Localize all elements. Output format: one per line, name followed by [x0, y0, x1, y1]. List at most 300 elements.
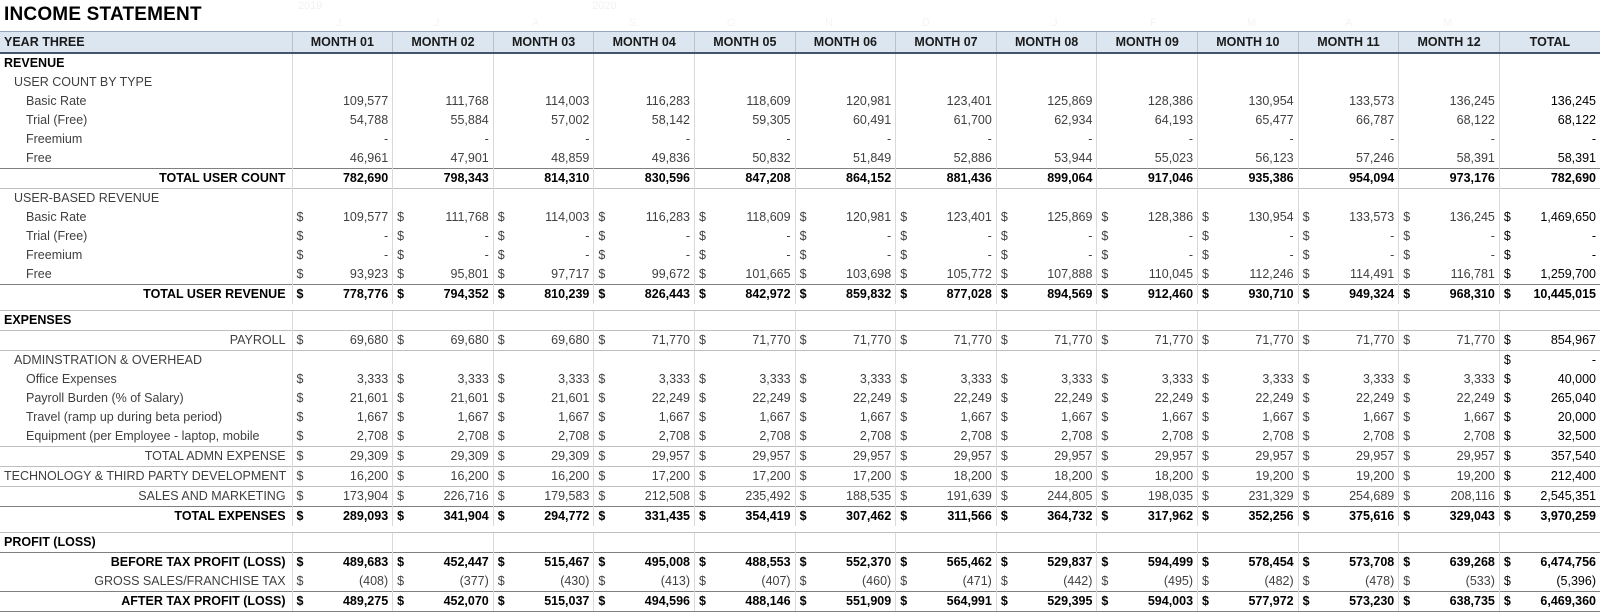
currency-symbol: $: [397, 429, 405, 443]
month-value-cell: [694, 285, 795, 305]
cell-value: 515,037: [544, 594, 590, 608]
empty-cell: [896, 351, 997, 371]
total-value-cell: 782,690: [1499, 169, 1600, 189]
cell-value: -: [1088, 248, 1093, 262]
admin-header-total-cell: [1499, 351, 1600, 371]
empty-cell: [1399, 311, 1500, 331]
month-value-cell: [795, 553, 896, 573]
empty-cell: [1198, 73, 1299, 92]
watermark-month-tick: J: [434, 17, 440, 29]
empty-cell: [393, 533, 494, 553]
currency-symbol: $: [1202, 469, 1209, 483]
income-statement-table: [0, 31, 1600, 612]
currency-symbol: $: [598, 391, 606, 405]
total-value-cell: [1499, 592, 1600, 612]
currency-symbol: $: [1503, 267, 1511, 281]
month-value-cell: 68,122: [1399, 111, 1500, 130]
currency-symbol: $: [900, 333, 908, 347]
cell-value: (442): [1063, 574, 1093, 588]
currency-symbol: $: [397, 333, 405, 347]
month-value-cell: [996, 227, 1097, 246]
month-value-cell: [292, 572, 393, 592]
month-value-cell: [795, 389, 896, 408]
currency-symbol: $: [698, 391, 706, 405]
currency-symbol: $: [900, 509, 908, 523]
currency-symbol: $: [799, 267, 807, 281]
month-value-cell: [594, 507, 695, 527]
currency-symbol: $: [1101, 333, 1109, 347]
month-value-cell: [493, 447, 594, 467]
month-value-cell: [694, 408, 795, 427]
empty-cell: [292, 53, 393, 73]
currency-symbol: $: [1503, 555, 1511, 569]
currency-symbol: $: [1101, 429, 1109, 443]
header-year-label: YEAR THREE: [0, 32, 292, 54]
month-value-cell: [1198, 507, 1299, 527]
watermark-month-tick: O: [727, 17, 736, 29]
cell-value: 3,333: [859, 372, 892, 386]
month-value-cell: [896, 592, 997, 612]
currency-symbol: $: [497, 469, 505, 483]
month-value-cell: -: [1298, 130, 1399, 149]
currency-symbol: $: [698, 469, 706, 483]
currency-symbol: $: [799, 509, 807, 523]
header-column-9[interactable]: MONTH 09: [1097, 32, 1198, 54]
header-column-2[interactable]: MONTH 02: [393, 32, 494, 54]
currency-symbol: $: [799, 594, 807, 608]
month-value-cell: [1198, 331, 1299, 351]
currency-symbol: $: [598, 594, 606, 608]
month-value-cell: [292, 467, 393, 487]
month-value-cell: [393, 467, 494, 487]
month-value-cell: [896, 487, 997, 507]
currency-symbol: $: [698, 449, 706, 463]
currency-symbol: $: [296, 372, 304, 386]
empty-cell: [292, 189, 393, 209]
month-value-cell: [795, 427, 896, 447]
currency-symbol: $: [1000, 489, 1008, 503]
empty-cell: [1097, 73, 1198, 92]
currency-symbol: $: [698, 410, 706, 424]
currency-symbol: $: [1202, 287, 1209, 301]
month-value-cell: [795, 572, 896, 592]
month-value-cell: [594, 246, 695, 265]
empty-cell: [694, 189, 795, 209]
subheading-user-count-label: USER COUNT BY TYPE: [14, 75, 153, 89]
cell-value: 116,283: [645, 210, 690, 224]
total-value-cell: [1499, 370, 1600, 389]
cell-value: 16,200: [551, 469, 590, 483]
cell-value: 3,970,259: [1540, 509, 1596, 523]
month-value-cell: [1399, 447, 1500, 467]
month-value-cell: [1298, 208, 1399, 227]
currency-symbol: $: [296, 333, 304, 347]
month-value-cell: [996, 572, 1097, 592]
cell-value: -: [1591, 248, 1596, 262]
row-user-count: [0, 130, 1600, 149]
currency-symbol: $: [1202, 555, 1209, 569]
month-value-cell: [1097, 331, 1198, 351]
month-value-cell: [694, 389, 795, 408]
month-value-cell: [896, 285, 997, 305]
month-value-cell: [896, 467, 997, 487]
currency-symbol: $: [598, 287, 606, 301]
cell-value: (377): [459, 574, 489, 588]
month-value-cell: [1298, 285, 1399, 305]
currency-symbol: $: [296, 287, 304, 301]
admin-expense-row-label: Office Expenses: [26, 372, 117, 386]
empty-cell: [896, 311, 997, 331]
month-value-cell: [1097, 389, 1198, 408]
empty-cell: [393, 311, 494, 331]
month-value-cell: [996, 467, 1097, 487]
currency-symbol: $: [900, 287, 908, 301]
currency-symbol: $: [900, 267, 908, 281]
table-header-row: [0, 32, 1600, 54]
cell-value: (430): [560, 574, 590, 588]
watermark-month-tick: M: [1247, 17, 1257, 29]
section-profit: [0, 533, 1600, 553]
month-value-cell: [795, 285, 896, 305]
currency-symbol: $: [598, 429, 606, 443]
cell-value: 354,419: [745, 509, 791, 523]
month-value-cell: [493, 408, 594, 427]
currency-symbol: $: [1202, 229, 1209, 243]
cell-value: 1,667: [960, 410, 992, 424]
row-gross-tax: [0, 572, 1600, 592]
month-value-cell: [292, 246, 393, 265]
currency-symbol: $: [296, 509, 304, 523]
row-user-revenue: [0, 208, 1600, 227]
header-column-10[interactable]: MONTH 10: [1198, 32, 1299, 54]
empty-cell: [493, 53, 594, 73]
cell-value: 2,708: [658, 429, 690, 443]
month-value-cell: [1399, 507, 1500, 527]
total-value-cell: [1499, 285, 1600, 305]
empty-cell: [996, 311, 1097, 331]
currency-symbol: $: [900, 210, 908, 224]
month-value-cell: [996, 331, 1097, 351]
user-revenue-row-label: Free: [26, 267, 52, 281]
header-column-8[interactable]: MONTH 08: [996, 32, 1097, 54]
empty-cell: [292, 351, 393, 371]
currency-symbol: $: [1202, 333, 1209, 347]
month-value-cell: [996, 487, 1097, 507]
currency-symbol: $: [296, 469, 304, 483]
cell-value: 1,667: [859, 410, 892, 424]
month-value-cell: [292, 507, 393, 527]
currency-symbol: $: [497, 372, 505, 386]
total-value-cell: [1499, 389, 1600, 408]
month-value-cell: 798,343: [393, 169, 494, 189]
cell-value: 244,805: [1047, 489, 1093, 503]
cell-value: 40,000: [1557, 372, 1596, 386]
month-value-cell: [694, 507, 795, 527]
empty-cell: [694, 73, 795, 92]
total-value-cell: [1499, 572, 1600, 592]
currency-symbol: $: [698, 594, 706, 608]
cell-value: 3,333: [658, 372, 690, 386]
currency-symbol: $: [1503, 429, 1511, 443]
currency-symbol: $: [397, 555, 405, 569]
total-value-cell: [1499, 265, 1600, 285]
header-column-4[interactable]: MONTH 04: [594, 32, 695, 54]
empty-cell: [594, 351, 695, 371]
month-value-cell: [594, 487, 695, 507]
row-admin-expense: [0, 427, 1600, 447]
month-value-cell: [393, 389, 494, 408]
currency-symbol: $: [1403, 574, 1411, 588]
cell-value: (413): [660, 574, 690, 588]
sales-marketing-label: SALES AND MARKETING: [0, 487, 292, 507]
currency-symbol: $: [598, 372, 606, 386]
currency-symbol: $: [1403, 489, 1411, 503]
month-value-cell: [1198, 370, 1299, 389]
row-admin-expense: [0, 408, 1600, 427]
month-value-cell: [996, 208, 1097, 227]
month-value-cell: [594, 447, 695, 467]
cell-value: 17,200: [651, 469, 690, 483]
currency-symbol: $: [1403, 372, 1411, 386]
header-column-12[interactable]: MONTH 12: [1399, 32, 1500, 54]
month-value-cell: 136,245: [1399, 92, 1500, 111]
cell-value: 638,735: [1449, 594, 1495, 608]
empty-cell: [493, 311, 594, 331]
currency-symbol: $: [296, 248, 304, 262]
month-value-cell: -: [694, 130, 795, 149]
month-value-cell: 55,023: [1097, 149, 1198, 169]
currency-symbol: $: [1302, 509, 1310, 523]
cell-value: 17,200: [752, 469, 791, 483]
cell-value: 331,435: [644, 509, 690, 523]
total-value-cell: [1499, 467, 1600, 487]
month-value-cell: [896, 507, 997, 527]
currency-symbol: $: [1101, 594, 1109, 608]
total-user-count-label: TOTAL USER COUNT: [0, 169, 292, 189]
currency-symbol: $: [397, 229, 405, 243]
month-value-cell: [1097, 572, 1198, 592]
currency-symbol: $: [1000, 449, 1008, 463]
currency-symbol: $: [698, 248, 706, 262]
month-value-cell: 954,094: [1298, 169, 1399, 189]
empty-cell: [493, 73, 594, 92]
month-value-cell: [694, 447, 795, 467]
cell-value: (471): [962, 574, 992, 588]
currency-symbol: $: [296, 449, 304, 463]
empty-cell: [393, 73, 494, 92]
cell-value: 22,249: [852, 391, 892, 405]
month-value-cell: [795, 370, 896, 389]
currency-symbol: $: [698, 489, 706, 503]
month-value-cell: [1298, 370, 1399, 389]
month-value-cell: [1097, 285, 1198, 305]
currency-symbol: $: [397, 489, 405, 503]
month-value-cell: 847,208: [694, 169, 795, 189]
month-value-cell: -: [795, 130, 896, 149]
after-tax-label: AFTER TAX PROFIT (LOSS): [0, 592, 292, 612]
empty-cell: [594, 53, 695, 73]
currency-symbol: $: [296, 594, 304, 608]
currency-symbol: $: [397, 449, 405, 463]
month-value-cell: [694, 592, 795, 612]
month-value-cell: [1298, 246, 1399, 265]
currency-symbol: $: [1101, 509, 1109, 523]
cell-value: 22,249: [1356, 391, 1395, 405]
cell-value: 71,770: [1255, 333, 1294, 347]
user-count-row-label: Free: [26, 151, 52, 165]
month-value-cell: [393, 265, 494, 285]
cell-value: -: [786, 229, 791, 243]
currency-symbol: $: [1302, 449, 1310, 463]
header-column-1[interactable]: MONTH 01: [292, 32, 393, 54]
month-value-cell: [1298, 507, 1399, 527]
user-count-row-label: Basic Rate: [26, 94, 87, 108]
month-value-cell: [896, 427, 997, 447]
month-value-cell: [1399, 227, 1500, 246]
currency-symbol: $: [598, 489, 606, 503]
total-value-cell: 68,122: [1499, 111, 1600, 130]
currency-symbol: $: [397, 469, 405, 483]
month-value-cell: [1399, 331, 1500, 351]
month-value-cell: 57,246: [1298, 149, 1399, 169]
currency-symbol: $: [296, 489, 304, 503]
subheading-user-count: [0, 73, 1600, 92]
currency-symbol: $: [1503, 287, 1511, 301]
cell-value: 97,717: [551, 267, 590, 281]
currency-symbol: $: [1000, 429, 1008, 443]
total-value-cell: [1499, 427, 1600, 447]
cell-value: -: [1490, 229, 1495, 243]
watermark-month-tick: D: [922, 17, 930, 29]
currency-symbol: $: [1202, 574, 1209, 588]
month-value-cell: 782,690: [292, 169, 393, 189]
month-value-cell: -: [1097, 130, 1198, 149]
month-value-cell: [292, 389, 393, 408]
month-value-cell: [996, 408, 1097, 427]
currency-symbol: $: [900, 429, 908, 443]
currency-symbol: $: [1403, 509, 1411, 523]
cell-value: 2,708: [558, 429, 590, 443]
cell-value: 120,981: [846, 210, 892, 224]
currency-symbol: $: [1302, 333, 1310, 347]
header-column-6[interactable]: MONTH 06: [795, 32, 896, 54]
empty-cell: [1499, 73, 1600, 92]
section-expenses: [0, 311, 1600, 331]
cell-value: 19,200: [1255, 469, 1294, 483]
section-revenue: [0, 53, 1600, 73]
currency-symbol: $: [799, 555, 807, 569]
month-value-cell: [896, 447, 997, 467]
page-title: INCOME STATEMENT: [4, 4, 202, 25]
month-value-cell: [1097, 246, 1198, 265]
technology-label: TECHNOLOGY & THIRD PARTY DEVELOPMENT: [0, 467, 292, 487]
cell-value: (407): [761, 574, 791, 588]
section-title-expenses: EXPENSES: [0, 311, 292, 331]
cell-value: -: [887, 248, 892, 262]
month-value-cell: -: [393, 130, 494, 149]
background-chart-watermark: [0, 0, 1600, 30]
month-value-cell: 61,700: [896, 111, 997, 130]
currency-symbol: $: [799, 469, 807, 483]
cell-value: 10,445,015: [1533, 287, 1596, 301]
month-value-cell: [795, 447, 896, 467]
month-value-cell: [1097, 265, 1198, 285]
month-value-cell: -: [292, 130, 393, 149]
month-value-cell: 123,401: [896, 92, 997, 111]
month-value-cell: [594, 285, 695, 305]
cell-value: 364,732: [1047, 509, 1093, 523]
cell-value: 125,869: [1047, 210, 1093, 224]
cell-value: 594,499: [1147, 555, 1194, 569]
cell-value: -: [1591, 229, 1596, 243]
cell-value: 29,957: [1356, 449, 1395, 463]
cell-value: 29,957: [651, 449, 690, 463]
month-value-cell: [594, 265, 695, 285]
currency-symbol: $: [1302, 287, 1310, 301]
month-value-cell: [1198, 389, 1299, 408]
section-title-revenue: REVENUE: [0, 53, 292, 73]
empty-cell: [292, 311, 393, 331]
month-value-cell: [1399, 553, 1500, 573]
header-column-11[interactable]: MONTH 11: [1298, 32, 1399, 54]
currency-symbol: $: [799, 287, 807, 301]
cell-value: -: [1390, 229, 1395, 243]
header-column-13[interactable]: TOTAL: [1499, 32, 1600, 54]
currency-symbol: $: [1403, 287, 1411, 301]
currency-symbol: $: [1503, 574, 1511, 588]
currency-symbol: $: [698, 210, 706, 224]
cell-value: 188,535: [846, 489, 892, 503]
section-title-profit: PROFIT (LOSS): [0, 533, 292, 553]
cell-value: 112,246: [1249, 267, 1294, 281]
currency-symbol: $: [1202, 410, 1209, 424]
month-value-cell: [996, 370, 1097, 389]
empty-cell: [1399, 351, 1500, 371]
watermark-month-tick: A: [532, 17, 540, 29]
total-value-cell: [1499, 507, 1600, 527]
month-value-cell: [292, 285, 393, 305]
month-value-cell: [493, 427, 594, 447]
empty-cell: [1298, 73, 1399, 92]
currency-symbol: $: [799, 333, 807, 347]
currency-symbol: $: [1101, 229, 1109, 243]
empty-cell: [292, 533, 393, 553]
month-value-cell: [1198, 467, 1299, 487]
month-value-cell: [493, 389, 594, 408]
currency-symbol: $: [1302, 469, 1310, 483]
header-column-7[interactable]: MONTH 07: [896, 32, 997, 54]
row-user-count: [0, 149, 1600, 169]
header-column-3[interactable]: MONTH 03: [493, 32, 594, 54]
header-column-5[interactable]: MONTH 05: [694, 32, 795, 54]
empty-cell: [996, 189, 1097, 209]
empty-cell: [594, 311, 695, 331]
month-value-cell: [594, 408, 695, 427]
currency-symbol: $: [1000, 574, 1008, 588]
currency-symbol: $: [1403, 555, 1411, 569]
month-value-cell: [1198, 487, 1299, 507]
month-value-cell: [996, 427, 1097, 447]
month-value-cell: 830,596: [594, 169, 695, 189]
currency-symbol: $: [497, 391, 505, 405]
cell-value: 130,954: [1248, 210, 1294, 224]
cell-value: 3,333: [1463, 372, 1495, 386]
currency-symbol: $: [1302, 574, 1310, 588]
row-admin-expense: [0, 370, 1600, 389]
month-value-cell: [292, 227, 393, 246]
cell-value: 495,008: [644, 555, 690, 569]
currency-symbol: $: [900, 555, 908, 569]
